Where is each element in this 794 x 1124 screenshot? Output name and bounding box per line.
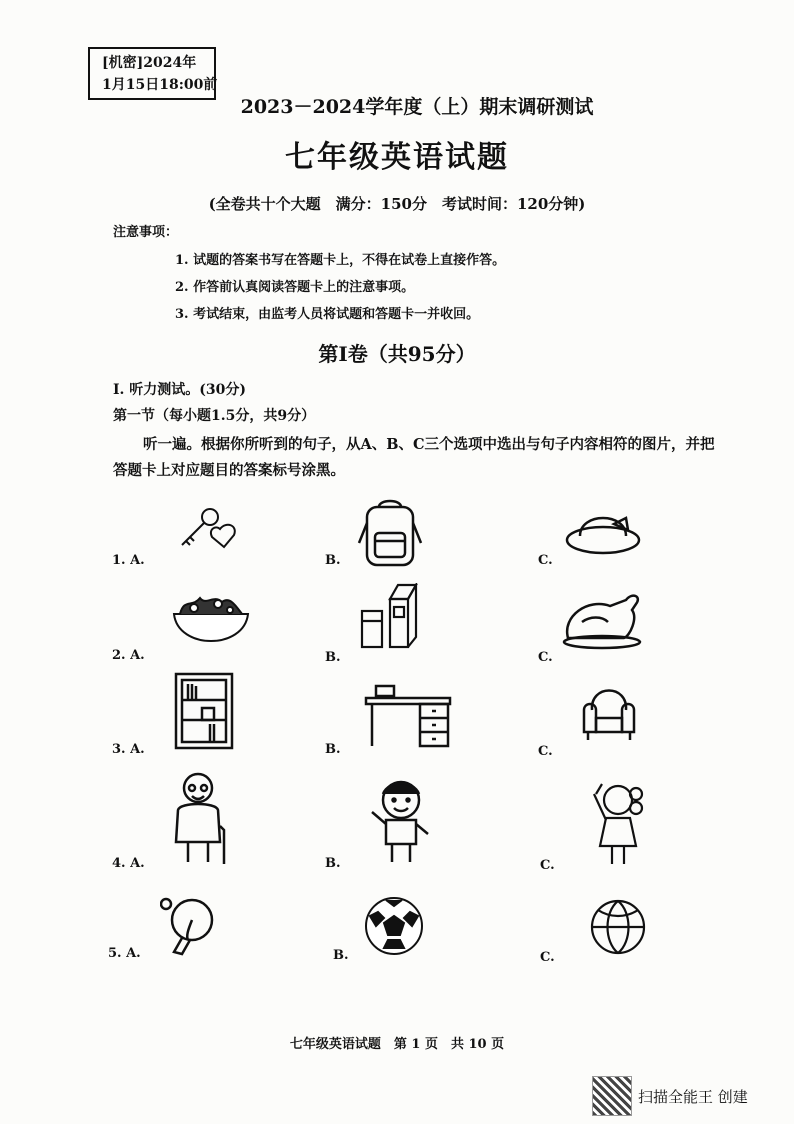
- bookcase-icon: [174, 672, 234, 750]
- watermark-text: 扫描全能王 创建: [638, 1087, 748, 1106]
- question-5-label-b: B.: [333, 948, 349, 963]
- exam-title: 七年级英语试题: [285, 140, 509, 175]
- question-4-label-b: B.: [325, 856, 341, 871]
- salad-icon: [170, 590, 252, 652]
- notice-item: 2. 作答前认真阅读答题卡上的注意事项。: [175, 280, 415, 295]
- exam-meta: (全卷共十个大题 满分：150分 考试时间：120分钟): [208, 195, 586, 213]
- keys-icon: [176, 503, 242, 553]
- confidential-line-2: 1月15日18:00前: [102, 77, 218, 93]
- question-3-label-b: B.: [325, 742, 341, 757]
- question-5-label-c: C.: [540, 950, 555, 965]
- scanner-watermark: [592, 1076, 748, 1116]
- boy-icon: [368, 778, 434, 866]
- notice-item: 1. 试题的答案书写在答题卡上，不得在试卷上直接作答。: [175, 253, 506, 268]
- basketball-icon: [590, 898, 646, 956]
- question-1-label-b: B.: [325, 553, 341, 568]
- old-man-icon: [164, 770, 236, 866]
- section-heading: I. 听力测试。(30分): [113, 382, 247, 398]
- question-3-label-c: C.: [538, 744, 553, 759]
- page-footer: 七年级英语试题 第 1 页 共 10 页: [289, 1037, 505, 1052]
- question-1-label-c: C.: [538, 553, 553, 568]
- notice-title: 注意事项：: [113, 225, 179, 240]
- section-sub-heading: 第一节（每小题1.5分，共9分）: [113, 408, 316, 424]
- hat-icon: [564, 506, 642, 556]
- confidential-line-1: [机密]2024年: [102, 55, 197, 71]
- armchair-icon: [582, 680, 636, 744]
- qr-code-icon: [592, 1076, 632, 1116]
- question-2-label-b: B.: [325, 650, 341, 665]
- question-4-label-c: C.: [540, 858, 555, 873]
- question-2-label-c: C.: [538, 650, 553, 665]
- notice-item: 3. 考试结束，由监考人员将试题和答题卡一并收回。: [175, 307, 480, 322]
- question-2-label-a: 2. A.: [112, 648, 145, 663]
- section-instruction: 听一遍。根据你所听到的句子，从A、B、C三个选项中选出与句子内容相符的图片，并把答题卡上对应题目的答案标号涂黑。: [113, 436, 715, 479]
- question-5-label-a: 5. A.: [108, 946, 141, 961]
- question-3-label-a: 3. A.: [112, 742, 145, 757]
- girl-icon: [592, 780, 648, 868]
- desk-icon: [364, 684, 452, 748]
- backpack-icon: [357, 497, 423, 569]
- question-1-label-a: 1. A.: [112, 553, 145, 568]
- soccer-ball-icon: [364, 896, 424, 956]
- chicken-icon: [562, 588, 644, 650]
- exam-subtitle: 2023－2024学年度（上）期末调研测试: [240, 96, 594, 118]
- part-title: 第Ⅰ卷（共95分）: [318, 342, 476, 366]
- question-4-label-a: 4. A.: [112, 856, 145, 871]
- milk-icon: [360, 583, 420, 651]
- ping-pong-icon: [160, 896, 218, 956]
